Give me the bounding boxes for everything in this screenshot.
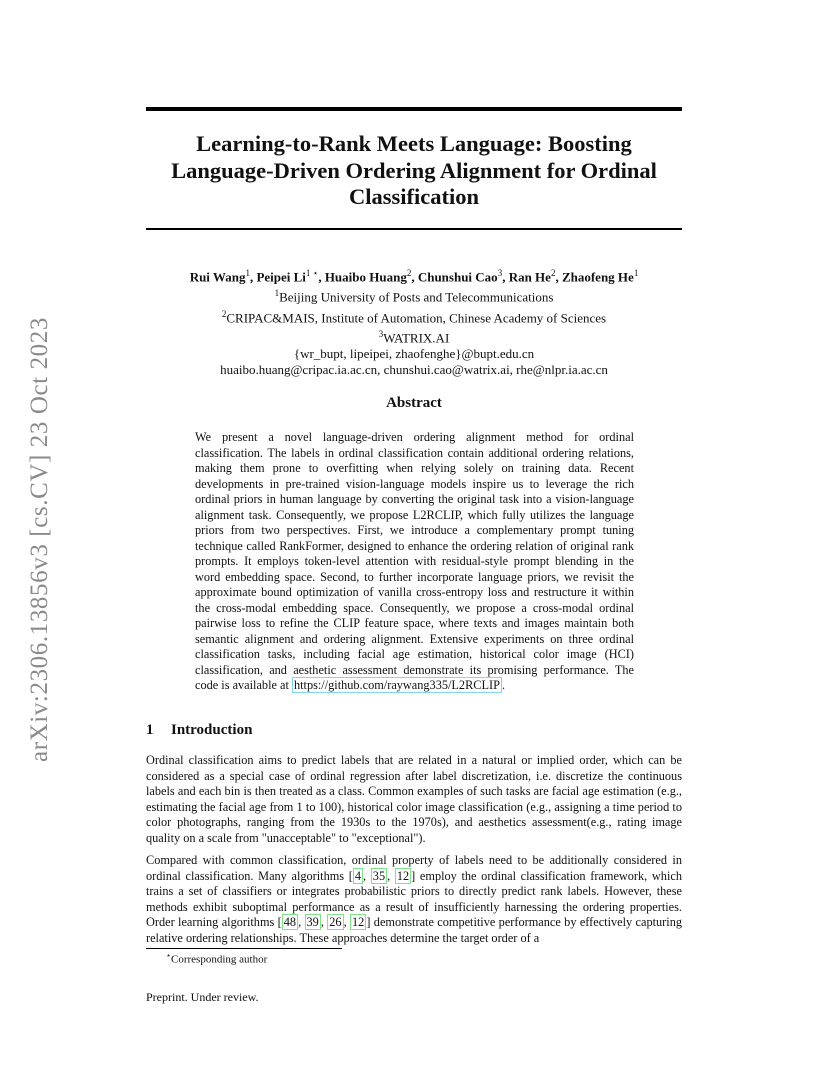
email-line: {wr_bupt, lipeipei, zhaofenghe}@bupt.edu.cn <box>293 346 535 362</box>
author-names: Rui Wang$^1$, Peipei $Li^{1 ⋆}$, Huaibo Huang$^2$, Chunshui Cao$^3$, Ran He$^2$, Zhaofeng He$^1$ <box>189 268 639 285</box>
author-name: Huaibo Huang <box>324 269 407 285</box>
abstract-text <box>195 430 634 694</box>
affiliation-text: Beijing University of Posts and Telecommunications <box>279 289 554 305</box>
citation-link[interactable]: 48 <box>283 915 297 929</box>
affiliation <box>146 285 682 305</box>
email-list <box>146 346 682 378</box>
affiliation-list <box>146 285 682 346</box>
intro-text-b: employ the ordinal classification framework, which trains a set of classifiers or integrates probabilistic priors to directly predict rank labels. However, these methods exhibit suboptimal performance as a result of insufficiently harnessing the ordering properties. Order learning algorithms <box>146 868 682 929</box>
affiliation-text: CRIPAC&MAIS, Institute of Automation, Chinese Academy of Sciences <box>226 309 607 325</box>
affiliation-mark: 3 <box>378 328 384 339</box>
author-affiliation-mark: 2 <box>406 268 412 278</box>
author-name: Ran He <box>508 269 551 285</box>
section-heading-introduction <box>146 722 252 739</box>
affiliation <box>146 326 682 346</box>
citation-link[interactable]: 39 <box>306 915 319 929</box>
author-name: Chunshui Cao <box>417 269 498 285</box>
citation-link[interactable]: 4 <box>354 868 362 883</box>
author-block <box>146 265 682 378</box>
footnote <box>166 951 267 966</box>
section-title: Introduction <box>171 722 253 738</box>
intro-paragraph-2 <box>146 853 682 946</box>
citation-group-1: [ 4 , 35 , 12 ] <box>348 868 416 883</box>
author-name: Zhaofeng He <box>561 269 634 285</box>
author-affiliation-mark: 1 <box>245 268 250 278</box>
intro-text-a: Compared with common classification, ordinal property of labels need to be additionally considered in ordinal classification. Many algorithms <box>146 853 682 883</box>
footnote-mark: ⋆ <box>166 951 172 960</box>
code-link[interactable]: https://github.com/raywang335/L2RCLIP <box>293 678 500 692</box>
footnote-text: Corresponding author <box>171 953 268 966</box>
author-affiliation-mark: 3 <box>497 268 503 278</box>
citation-link[interactable]: 12 <box>396 868 410 883</box>
intro-paragraph-1: Ordinal classification aims to predict labels that are related in a natural or implied order, which can be considered as a special case of ordinal regression after label discretization, i.e. discretize the continuous labels and each bin is then treated as a class. Common examples of such tasks are facial age estimation (e.g., estimating the facial age from 1 to 100), historical color image classification (e.g., assigning a time period to color photographs, ranging from the 1930s to the 1970s), and aesthetics assessment(e.g., rating image quality on a scale from "unacceptable" to "exceptional"). <box>146 753 682 845</box>
title-bottom-rule <box>146 228 682 230</box>
affiliation-text: WATRIX.AI <box>383 330 450 346</box>
author-name: Peipei Li <box>256 269 306 285</box>
author-affiliation-mark: 2 <box>550 268 556 278</box>
author-affiliation-mark: 1 ⋆ <box>305 268 319 278</box>
arxiv-identifier: arXiv:2306.13856v3 [cs.CV] 23 Oct 2023 <box>26 317 53 762</box>
title-top-rule <box>146 107 682 111</box>
abstract-body-text: We present a novel language-driven ordering alignment method for ordinal classification. The labels in ordinal classification contain additional ordering relations, making them prone to overfitting when relying solely on training data. Recent developments in pre-trained vision-language models inspire us to leverage the rich ordinal priors in human language by converting the original task into a vision-language alignment task. Consequently, we propose L2RCLIP, which fully utilizes the language priors from two perspectives. First, we introduce a complementary prompt tuning technique called RankFormer, designed to enhance the ordering relation of original rank prompts. It employs token-level attention with residual-style prompt blending in the word embedding space. Second, to further incorporate language priors, we revisit the approximate bound optimization of vanilla cross-entropy loss and restructure it within the cross-modal embedding space. Consequently, we propose a cross-modal ordinal pairwise loss to refine the CLIP feature space, where texts and images maintain both semantic alignment and ordering alignment. Extensive experiments on three ordinal classification tasks, including facial age estimation, historical color image (HCI) classification, and aesthetic assessment demonstrate its promising performance. The code is available at <box>195 430 634 692</box>
section-number: 1 <box>146 722 154 738</box>
preprint-note: Preprint. Under review. <box>146 990 259 1004</box>
author-affiliation-mark: 1 <box>633 268 639 278</box>
affiliation <box>146 306 682 326</box>
affiliation-mark: 1 <box>274 288 280 299</box>
abstract-heading: Abstract <box>386 395 442 411</box>
citation-link[interactable]: 35 <box>372 868 386 883</box>
intro-text-c: demonstrate competitive performance by effectively capturing relative ordering relationships. These approaches determine the target order of a <box>146 915 682 945</box>
abstract-end: . <box>501 678 506 692</box>
footnote-rule <box>146 948 342 949</box>
affiliation-mark: 2 <box>221 308 227 319</box>
citation-link[interactable]: 12 <box>352 915 365 929</box>
paper-title: Learning-to-Rank Meets Language: Boosting Language-Driven Ordering Alignment for Ordinal Classification <box>171 131 657 209</box>
email-line: huaibo.huang@cripac.ia.ac.cn, chunshui.cao@watrix.ai, rhe@nlpr.ia.ac.cn <box>220 362 608 378</box>
author-name: Rui Wang <box>189 269 246 285</box>
citation-link[interactable]: 26 <box>329 915 342 929</box>
citation-group-2: [ 48 , 39 , 26 , 12 ] <box>277 915 371 929</box>
